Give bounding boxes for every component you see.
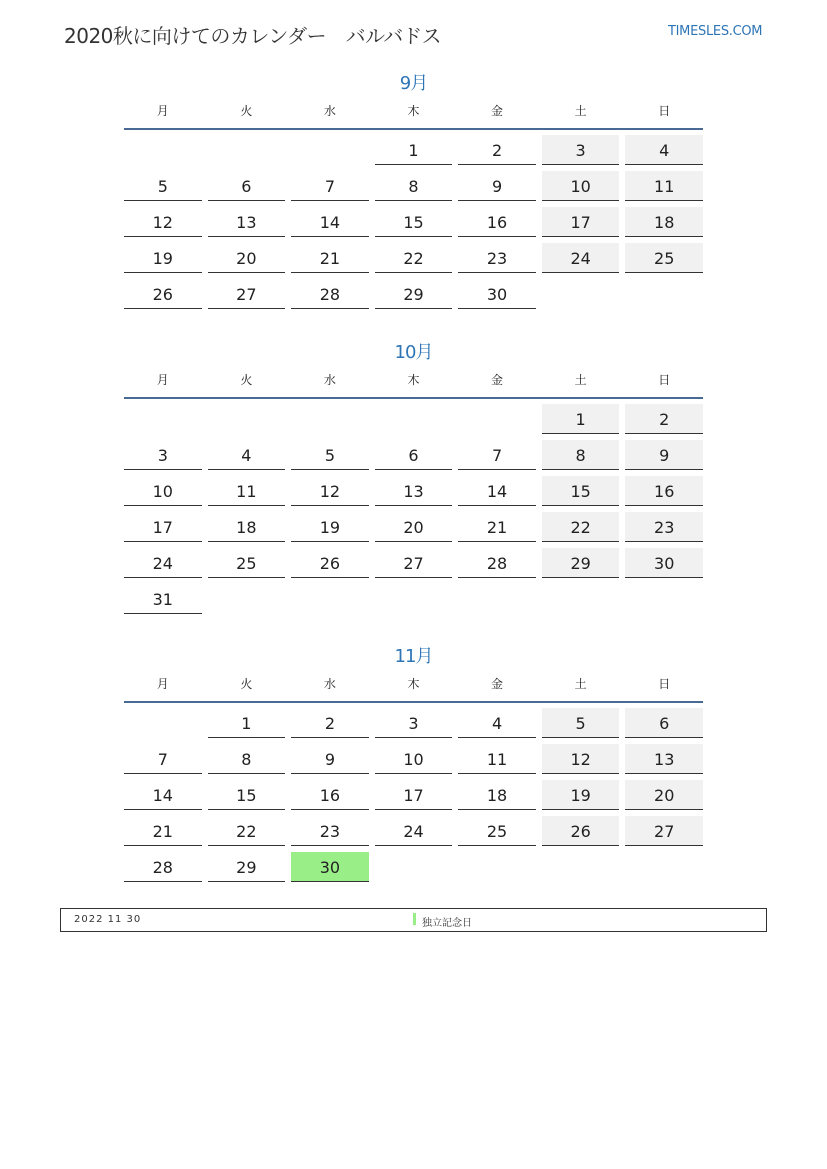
day-grid <box>124 708 703 882</box>
day-cell: 30 <box>625 548 703 578</box>
holiday-day-cell: 30 <box>291 852 369 882</box>
day-cell: 3 <box>375 708 453 738</box>
day-cell: 24 <box>542 243 620 273</box>
weekday-header <box>124 371 703 399</box>
day-cell: 29 <box>375 279 453 309</box>
month-november <box>124 643 703 882</box>
day-cell: 27 <box>375 548 453 578</box>
day-cell: 12 <box>542 744 620 774</box>
weekday-label: 水 <box>323 677 336 691</box>
day-cell: 21 <box>291 243 369 273</box>
day-cell: 26 <box>124 279 202 309</box>
weekday-label: 土 <box>574 373 587 387</box>
empty-day-cell <box>124 404 202 434</box>
day-cell: 21 <box>458 512 536 542</box>
site-link[interactable]: TIMESLES.COM <box>668 24 763 39</box>
day-cell: 5 <box>291 440 369 470</box>
weekday-label: 日 <box>658 677 671 691</box>
month-name: 9月 <box>399 73 428 94</box>
day-cell: 21 <box>124 816 202 846</box>
day-cell: 2 <box>458 135 536 165</box>
day-cell: 16 <box>291 780 369 810</box>
day-cell: 25 <box>208 548 286 578</box>
day-cell: 20 <box>208 243 286 273</box>
day-cell: 7 <box>291 171 369 201</box>
day-cell: 4 <box>208 440 286 470</box>
weekday-label: 金 <box>491 677 504 691</box>
day-cell: 28 <box>124 852 202 882</box>
weekday-header <box>124 675 703 703</box>
legend-color-marker <box>413 913 416 925</box>
day-cell: 2 <box>291 708 369 738</box>
day-cell: 29 <box>542 548 620 578</box>
day-cell: 24 <box>375 816 453 846</box>
month-september <box>124 70 703 309</box>
day-cell: 12 <box>124 207 202 237</box>
day-cell: 7 <box>124 744 202 774</box>
legend-holiday-name: 独立記念日 <box>422 918 472 929</box>
day-cell: 16 <box>625 476 703 506</box>
day-cell: 3 <box>542 135 620 165</box>
day-cell: 7 <box>458 440 536 470</box>
day-cell: 14 <box>458 476 536 506</box>
day-cell: 9 <box>625 440 703 470</box>
day-cell: 19 <box>291 512 369 542</box>
day-cell: 15 <box>542 476 620 506</box>
empty-day-cell <box>124 708 202 738</box>
month-name: 11月 <box>394 646 433 667</box>
weekday-label: 水 <box>323 104 336 118</box>
day-cell: 14 <box>124 780 202 810</box>
weekday-label: 月 <box>156 104 169 118</box>
day-cell: 9 <box>458 171 536 201</box>
day-cell: 15 <box>208 780 286 810</box>
day-cell: 25 <box>458 816 536 846</box>
day-grid <box>124 135 703 309</box>
day-cell: 10 <box>542 171 620 201</box>
weekday-label: 木 <box>407 677 420 691</box>
day-cell: 17 <box>375 780 453 810</box>
weekday-label: 金 <box>491 373 504 387</box>
day-cell: 23 <box>625 512 703 542</box>
day-cell: 26 <box>291 548 369 578</box>
day-cell: 8 <box>208 744 286 774</box>
day-cell: 16 <box>458 207 536 237</box>
day-cell: 23 <box>458 243 536 273</box>
day-cell: 13 <box>375 476 453 506</box>
day-cell: 8 <box>542 440 620 470</box>
day-cell: 4 <box>458 708 536 738</box>
day-cell: 22 <box>542 512 620 542</box>
day-cell: 1 <box>208 708 286 738</box>
day-cell: 5 <box>124 171 202 201</box>
day-cell: 3 <box>124 440 202 470</box>
day-cell: 20 <box>375 512 453 542</box>
day-cell: 20 <box>625 780 703 810</box>
empty-day-cell <box>291 135 369 165</box>
weekday-header <box>124 102 703 130</box>
holiday-legend <box>60 908 767 932</box>
day-cell: 4 <box>625 135 703 165</box>
weekday-label: 月 <box>156 677 169 691</box>
empty-day-cell <box>458 404 536 434</box>
weekday-label: 木 <box>407 104 420 118</box>
day-cell: 9 <box>291 744 369 774</box>
empty-day-cell <box>375 404 453 434</box>
day-cell: 28 <box>458 548 536 578</box>
day-cell: 18 <box>208 512 286 542</box>
legend-date: 2022 11 30 <box>74 914 142 925</box>
day-cell: 8 <box>375 171 453 201</box>
day-grid <box>124 404 703 614</box>
day-cell: 1 <box>542 404 620 434</box>
page-title: 2020秋に向けてのカレンダー バルバドス <box>64 24 442 48</box>
month-october <box>124 339 703 614</box>
day-cell: 25 <box>625 243 703 273</box>
weekday-label: 土 <box>574 104 587 118</box>
day-cell: 11 <box>208 476 286 506</box>
day-cell: 10 <box>124 476 202 506</box>
day-cell: 31 <box>124 584 202 614</box>
day-cell: 17 <box>542 207 620 237</box>
day-cell: 13 <box>625 744 703 774</box>
day-cell: 24 <box>124 548 202 578</box>
day-cell: 18 <box>625 207 703 237</box>
weekday-label: 火 <box>240 373 253 387</box>
day-cell: 15 <box>375 207 453 237</box>
day-cell: 22 <box>208 816 286 846</box>
empty-day-cell <box>291 404 369 434</box>
day-cell: 19 <box>124 243 202 273</box>
weekday-label: 水 <box>323 373 336 387</box>
weekday-label: 日 <box>658 104 671 118</box>
day-cell: 2 <box>625 404 703 434</box>
day-cell: 6 <box>375 440 453 470</box>
day-cell: 29 <box>208 852 286 882</box>
day-cell: 11 <box>458 744 536 774</box>
day-cell: 30 <box>458 279 536 309</box>
empty-day-cell <box>208 135 286 165</box>
empty-day-cell <box>124 135 202 165</box>
day-cell: 26 <box>542 816 620 846</box>
day-cell: 1 <box>375 135 453 165</box>
weekday-label: 日 <box>658 373 671 387</box>
day-cell: 14 <box>291 207 369 237</box>
day-cell: 19 <box>542 780 620 810</box>
weekday-label: 土 <box>574 677 587 691</box>
day-cell: 18 <box>458 780 536 810</box>
month-name: 10月 <box>394 342 433 363</box>
day-cell: 12 <box>291 476 369 506</box>
empty-day-cell <box>208 404 286 434</box>
day-cell: 23 <box>291 816 369 846</box>
day-cell: 17 <box>124 512 202 542</box>
day-cell: 6 <box>208 171 286 201</box>
day-cell: 13 <box>208 207 286 237</box>
day-cell: 27 <box>208 279 286 309</box>
weekday-label: 火 <box>240 104 253 118</box>
weekday-label: 金 <box>491 104 504 118</box>
day-cell: 10 <box>375 744 453 774</box>
day-cell: 6 <box>625 708 703 738</box>
day-cell: 5 <box>542 708 620 738</box>
weekday-label: 火 <box>240 677 253 691</box>
day-cell: 27 <box>625 816 703 846</box>
day-cell: 28 <box>291 279 369 309</box>
weekday-label: 月 <box>156 373 169 387</box>
day-cell: 11 <box>625 171 703 201</box>
weekday-label: 木 <box>407 373 420 387</box>
day-cell: 22 <box>375 243 453 273</box>
